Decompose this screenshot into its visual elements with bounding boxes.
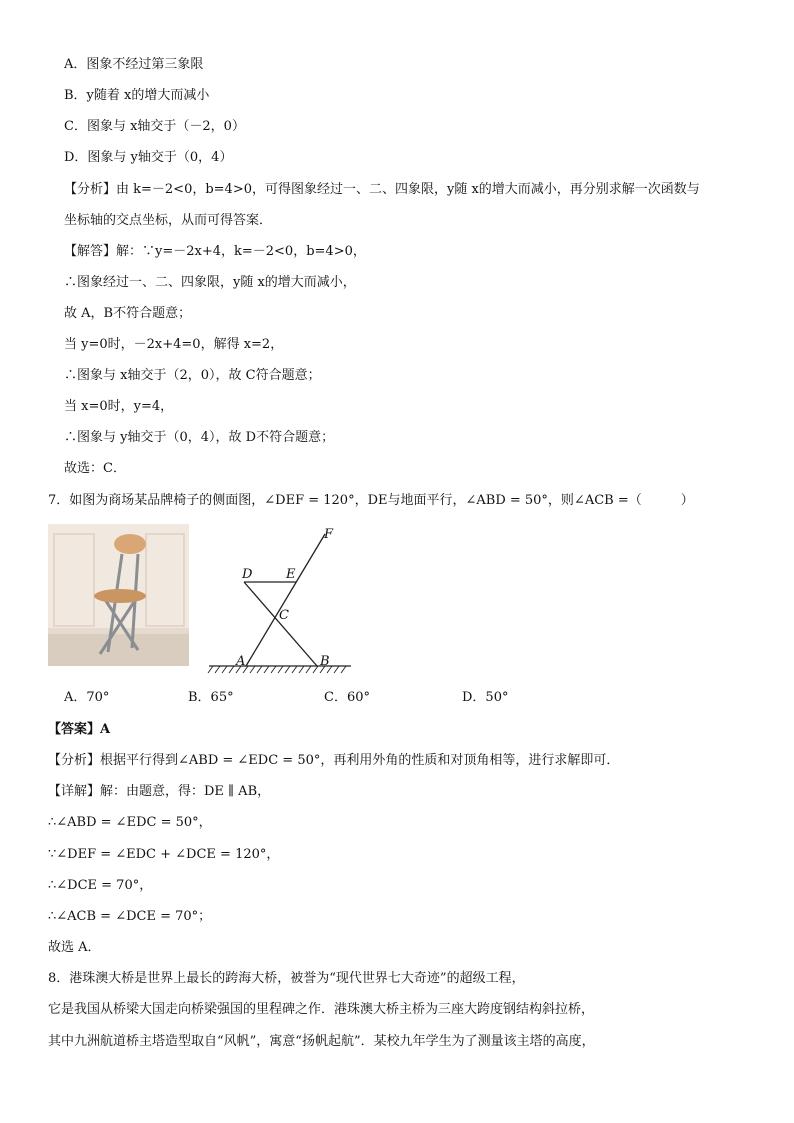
label-a: A [236, 654, 246, 669]
q7-analysis: 【分析】根据平行得到∠ABD = ∠EDC = 50°，再利用外角的性质和对顶角相等，进行求解即可． [48, 753, 620, 768]
solution-line: ∴图象经过一、二、四象限，y随 x的增大而减小， [64, 275, 356, 290]
q8-line: 8．港珠澳大桥是世界上最长的跨海大桥，被誉为“现代世界七大奇迹”的超级工程， [48, 971, 525, 986]
chair-illustration [48, 524, 189, 666]
solution-line: 当 y=0时，－2x+4=0，解得 x=2， [64, 337, 284, 352]
solution-line: 故 A，B不符合题意； [64, 306, 192, 321]
solution-line: ∴图象与 x轴交于（2，0），故 C符合题意； [64, 368, 321, 383]
label-d: D [242, 567, 253, 582]
solution-line: 故选：C． [64, 461, 126, 476]
line-db [244, 582, 317, 666]
q7-detail-line: 【详解】解：由题意，得：DE ∥ AB， [48, 784, 271, 799]
geometry-diagram [205, 526, 355, 676]
label-e: E [286, 567, 296, 582]
analysis-line-1: 【分析】由 k=－2<0，b=4>0，可得图象经过一、二、四象限，y随 x的增大而减小，再分别求解一次函数与 [64, 182, 700, 197]
label-f: F [324, 527, 334, 542]
choice-c: C．60° [324, 690, 370, 705]
option-d: D．图象与 y轴交于（0，4） [64, 150, 233, 165]
choice-a: A．70° [64, 690, 110, 705]
q7-detail-line: ∴∠ABD = ∠EDC = 50°， [48, 815, 212, 830]
q7-answer: 【答案】A [48, 722, 111, 737]
option-b: B．y随着 x的增大而减小 [64, 88, 210, 103]
choice-d: D．50° [462, 690, 509, 705]
label-b: B [320, 654, 330, 669]
diagram-svg [205, 526, 355, 676]
q7-detail-line: ∵∠DEF = ∠EDC + ∠DCE = 120°， [48, 847, 280, 862]
option-a: A．图象不经过第三象限 [64, 57, 204, 72]
q7-stem: 7．如图为商场某品牌椅子的侧面图，∠DEF = 120°，DE与地面平行，∠ABD = 50°，则∠ACB =（ ） [48, 493, 694, 508]
analysis-line-2: 坐标轴的交点坐标，从而可得答案． [64, 213, 273, 228]
solution-line: ∴图象与 y轴交于（0，4），故 D不符合题意； [64, 430, 335, 445]
q7-detail-line: ∴∠ACB = ∠DCE = 70°； [48, 909, 212, 924]
q7-detail-line: 故选 A． [48, 940, 101, 955]
chair-photo [48, 524, 189, 666]
label-c: C [279, 608, 289, 623]
choice-b: B．65° [188, 690, 234, 705]
q8-line: 其中九洲航道桥主塔造型取自“风帆”，寓意“扬帆起航”．某校九年学生为了测量该主塔的高度， [48, 1034, 595, 1049]
solution-line: 当 x=0时，y=4， [64, 399, 174, 414]
line-af [246, 534, 325, 666]
solution-line: 【解答】解：∵y=－2x+4，k=－2<0，b=4>0， [64, 244, 366, 259]
q8-line: 它是我国从桥梁大国走向桥梁强国的里程碑之作．港珠澳大桥主桥为三座大跨度钢结构斜拉桥， [48, 1002, 595, 1017]
option-c: C．图象与 x轴交于（－2，0） [64, 119, 245, 134]
q7-detail-line: ∴∠DCE = 70°， [48, 878, 153, 893]
